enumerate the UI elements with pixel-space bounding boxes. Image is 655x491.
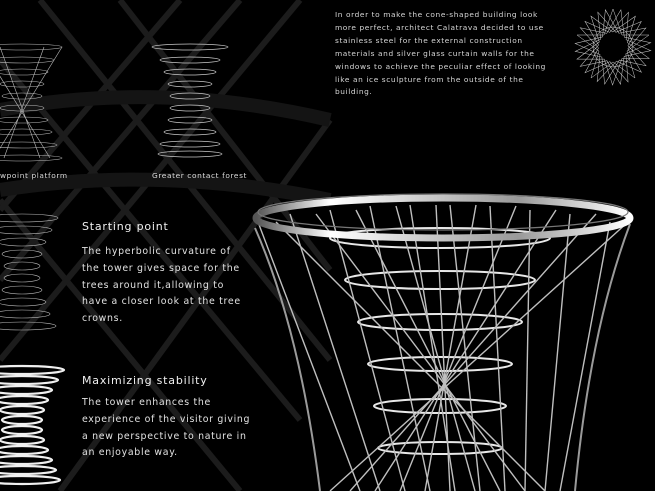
section-title-maximizing-stability: Maximizing stability [82, 374, 208, 387]
section-body-maximizing-stability: The tower enhances the experience of the visitor giving a new perspective to nature in an enjoyable way. [82, 397, 251, 459]
stability-spring-drawing [0, 366, 64, 484]
caption-greater-contact-forest: Greater contact forest [152, 171, 248, 180]
caption-viewpoint-platform: wpoint platform [0, 171, 68, 180]
main-tower [255, 194, 630, 491]
section-body-starting-point: The hyperbolic curvature of the tower gives space for the trees around it,allowing to have a closer look at the tree crowns. [82, 246, 241, 325]
intro-paragraph: In order to make the cone-shaped building look more perfect, architect Calatrava decided to use stainless steel for the external construction materials and silver glass curtain walls for the windows to achieve the peculiar effect of looking like an ice sculpture from the outside of the building. [335, 10, 546, 97]
star-mandala-icon [566, 0, 655, 94]
section-title-starting-point: Starting point [82, 220, 169, 233]
